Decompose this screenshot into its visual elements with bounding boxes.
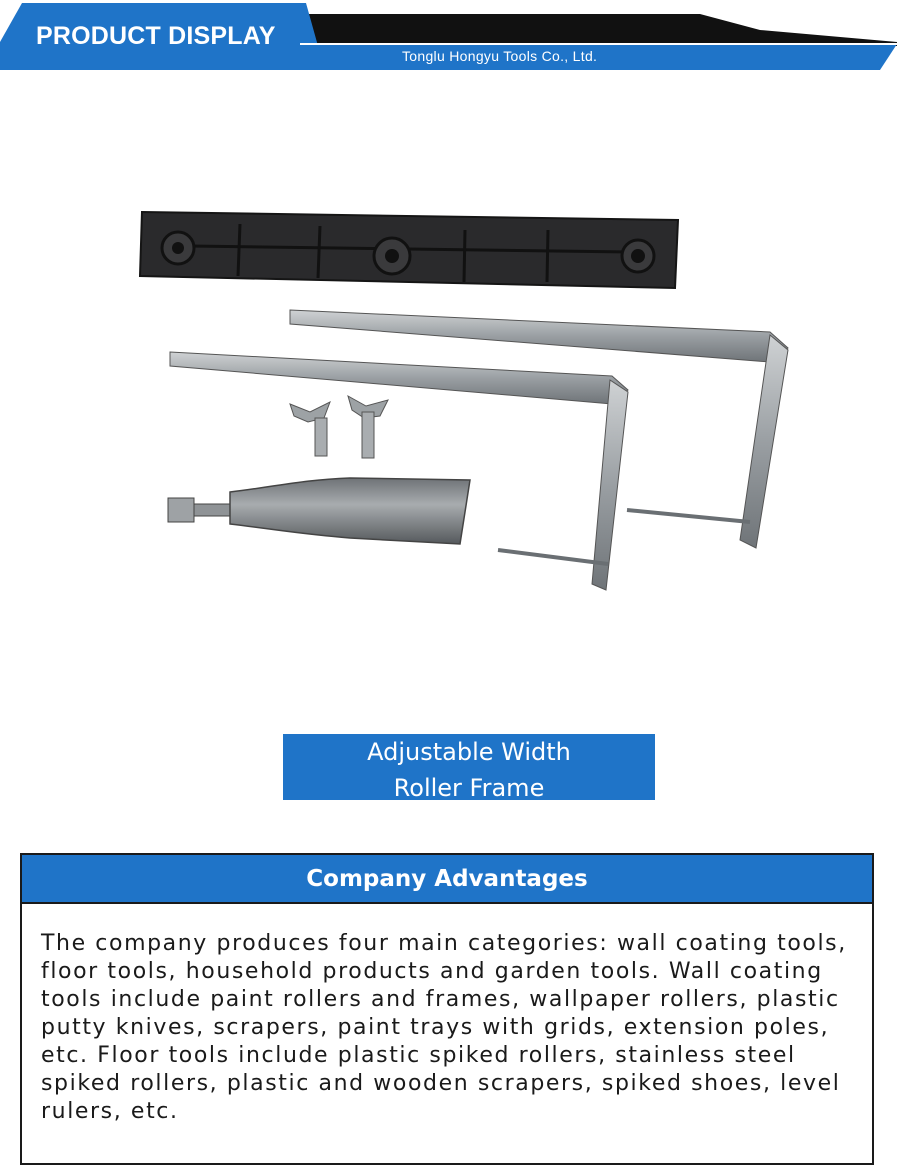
roller-frame-parts-icon <box>130 190 810 610</box>
header-banner <box>0 0 897 75</box>
caption-line-2: Roller Frame <box>393 774 545 802</box>
advantages-heading: Company Advantages <box>22 855 872 904</box>
handle-grip <box>168 478 470 544</box>
plastic-bar <box>140 212 678 288</box>
product-caption <box>283 734 655 800</box>
product-photo <box>130 190 810 610</box>
advantages-box <box>20 853 874 1165</box>
company-name: Tonglu Hongyu Tools Co., Ltd. <box>402 48 598 64</box>
short-bracket <box>170 352 628 590</box>
page-title: PRODUCT DISPLAY <box>36 22 276 50</box>
wing-screws <box>290 396 388 458</box>
advantages-body: The company produces four main categories: wall coating tools, floor tools, household products and garden tools. Wall coating tools include paint rollers and frames, wallpaper rollers, plastic putty knives, scrapers, paint trays with grids, extension poles, etc. Floor tools include plastic spiked rollers, stainless steel spiked rollers, plastic and wooden scrapers, spiked shoes, level rulers, etc. <box>41 931 847 1124</box>
caption-line-1: Adjustable Width <box>367 738 571 766</box>
